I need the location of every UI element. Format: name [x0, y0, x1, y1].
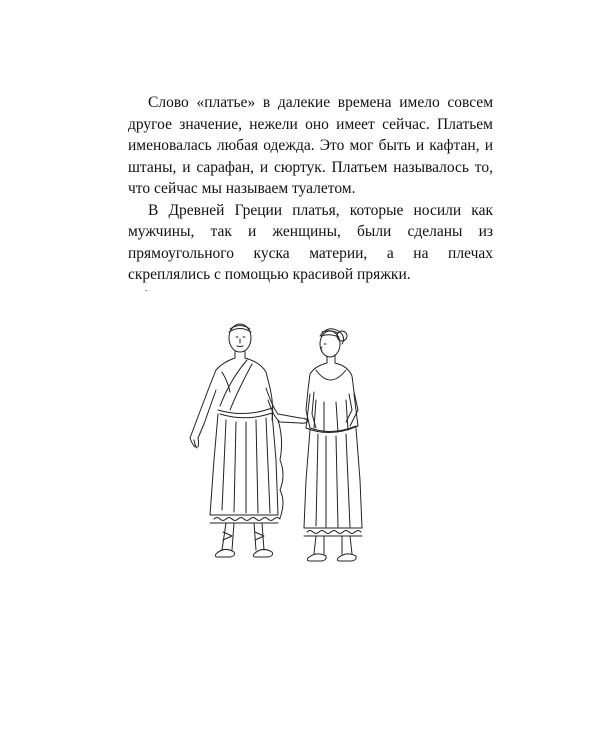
- scan-speck: [145, 290, 147, 291]
- woman-figure-drawing: [304, 329, 362, 561]
- greek-clothing-illustration: [160, 310, 390, 600]
- paragraph-2: В Древней Греции платья, которые носили как мужчины, так и женщины, были сделаны из прямоугольного куска материи, а на плечах скреплялись с помощью красивой пряжки.: [128, 201, 493, 283]
- paragraph-1: Слово «платье» в далекие времена имело совсем другое значение, нежели оно имеет сейчас. Платьем именовалась любая одежда. Это мог быть и кафтан, и штаны, и сарафан, и сюртук. Платьем называлось то, что сейчас мы называем туалетом.: [128, 94, 493, 197]
- body-text: [128, 92, 493, 286]
- man-figure-drawing: [190, 324, 308, 557]
